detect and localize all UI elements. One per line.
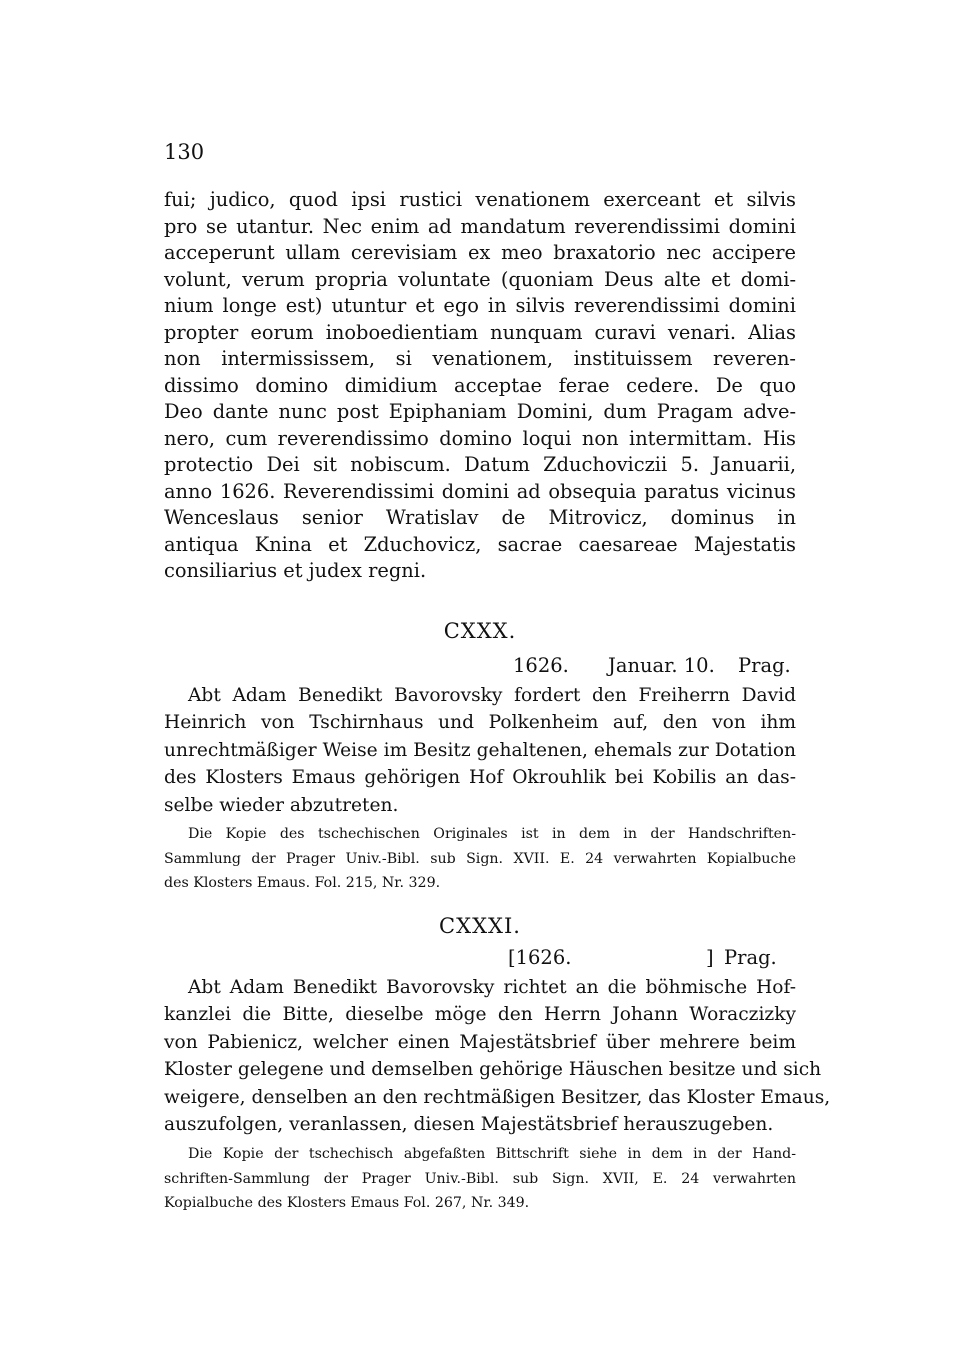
document-date-bracket: ] — [706, 946, 714, 969]
text-line: protectio Dei sit nobiscum. Datum Zduchoviczii 5. Januarii, — [164, 453, 796, 476]
note-line: des Klosters Emaus. Fol. 215, Nr. 329. — [164, 875, 441, 891]
document-date: Januar. 10. — [608, 654, 715, 677]
text-line: consiliarius et judex regni. — [164, 559, 427, 582]
text-line: volunt, verum propria voluntate (quoniam Deus alte et domi- — [164, 267, 796, 291]
text-line: Wenceslaus senior Wratislav de Mitrovicz, dominus in — [164, 506, 796, 529]
summary-line: kanzlei die Bitte, dieselbe möge den Herrn Johann Woraczizky — [164, 1004, 796, 1026]
note-line: Die Kopie der tschechisch abgefaßten Bittschrift siehe in dem in der Hand- — [188, 1146, 796, 1162]
summary-line: von Pabienicz, welcher einen Majestätsbrief über mehrere beim — [164, 1031, 796, 1053]
text-line: propter eorum inoboedientiam nunquam curavi venari. Alias — [164, 320, 796, 344]
summary-line: Abt Adam Benedikt Bavorovsky richtet an die böhmische Hof- — [188, 977, 796, 998]
summary-line: Abt Adam Benedikt Bavorovsky fordert den Freiherrn David — [188, 685, 796, 706]
text-line: pro se utantur. Nec enim ad mandatum reverendissimi domini — [164, 214, 796, 238]
document-summary — [164, 682, 796, 819]
summary-line: unrechtmäßiger Weise im Besitz gehaltenen, ehemals zur Dotation — [164, 739, 796, 761]
summary-line: Kloster gelegene und demselben gehörige Häuschen besitze und sich — [164, 1059, 822, 1081]
text-line: acceperunt ullam cerevisiam ex meo braxatorio nec accipere — [164, 241, 796, 264]
document-number-heading: CXXXI. — [439, 914, 521, 938]
text-line: anno 1626. Reverendissimi domini ad obsequia paratus vicinus — [164, 479, 796, 503]
document-number-heading: CXXX. — [443, 619, 517, 643]
summary-line: selbe wieder abzutreten. — [164, 794, 399, 816]
note-line: Sammlung der Prager Univ.-Bibl. sub Sign. XVII. E. 24 verwahrten Kopialbuche — [164, 850, 796, 867]
note-line: Die Kopie des tschechischen Originales ist in dem in der Handschriften- — [188, 826, 796, 842]
text-line: antiqua Knina et Zduchovicz, sacrae caesareae Majestatis — [164, 532, 796, 556]
latin-letter-text — [164, 187, 796, 585]
summary-line: Heinrich von Tschirnhaus und Polkenheim auf, den von ihm — [164, 712, 796, 734]
note-line: schriften-Sammlung der Prager Univ.-Bibl. sub Sign. XVII, E. 24 verwahrten — [164, 1170, 796, 1187]
summary-line: auszufolgen, veranlassen, diesen Majestätsbrief herauszugeben. — [164, 1113, 774, 1135]
text-line: fui; judico, quod ipsi rustici venationem exerceant et silvis — [164, 188, 796, 211]
document-place: Prag. — [738, 654, 791, 677]
summary-line: weigere, denselben an den rechtmäßigen Besitzer, das Kloster Emaus, — [164, 1086, 831, 1108]
source-note — [164, 822, 796, 896]
document-summary — [164, 974, 831, 1138]
document-year: 1626. — [513, 654, 569, 677]
source-note — [164, 1142, 796, 1216]
text-line: nero, cum reverendissimo domino loqui non intermittam. His — [164, 426, 796, 450]
text-line: dissimo domino dimidium acceptae ferae cedere. De quo — [164, 373, 796, 397]
document-place: Prag. — [724, 946, 777, 969]
summary-line: des Klosters Emaus gehörigen Hof Okrouhlik bei Kobilis an das- — [164, 767, 796, 789]
document-year: [1626. — [508, 946, 572, 969]
text-line: non intermississem, si venationem, instituissem reveren- — [164, 347, 796, 370]
text-line: Deo dante nunc post Epiphaniam Domini, dum Pragam adve- — [164, 400, 796, 423]
page-number: 130 — [164, 140, 205, 164]
text-line: nium longe est) utuntur et ego in silvis reverendissimi domini — [164, 294, 796, 317]
note-line: Kopialbuche des Klosters Emaus Fol. 267, Nr. 349. — [164, 1195, 530, 1211]
